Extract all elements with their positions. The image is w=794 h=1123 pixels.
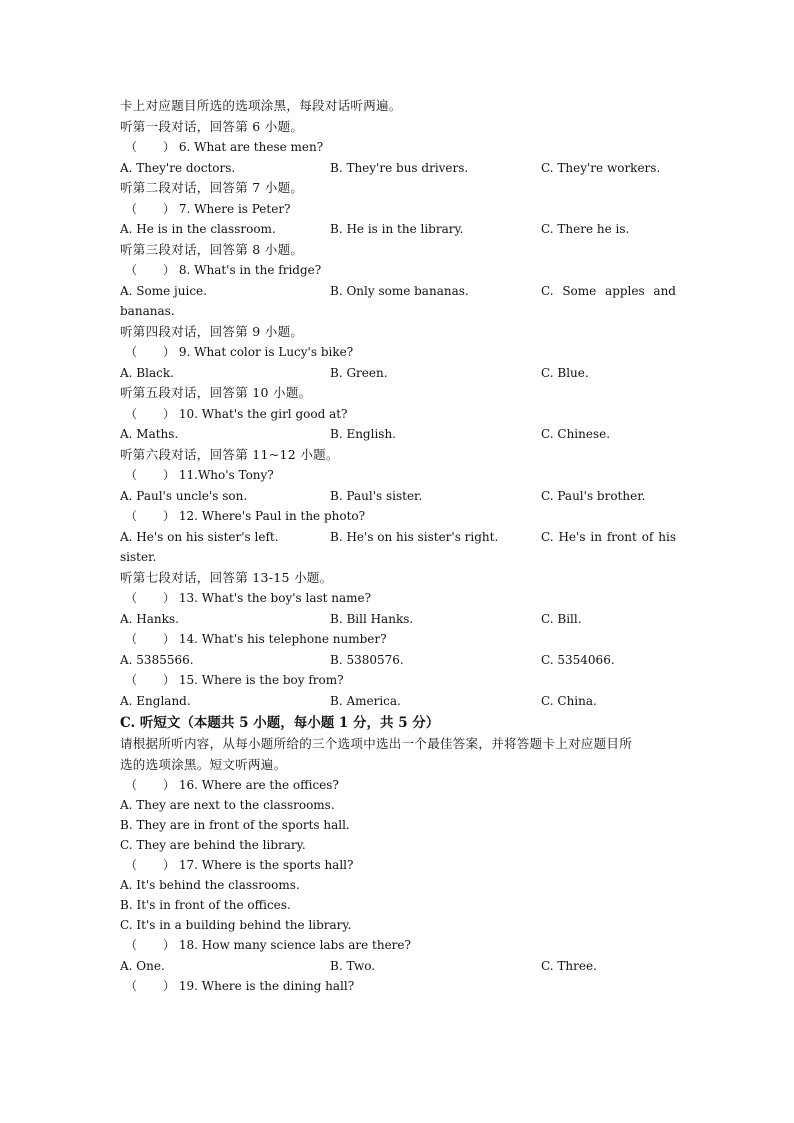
question-stem bbox=[120, 137, 676, 158]
question-stem bbox=[120, 670, 676, 691]
options-row bbox=[120, 424, 676, 445]
question-stem bbox=[120, 855, 676, 875]
question-number: 11. bbox=[178, 468, 198, 482]
question-stem bbox=[120, 199, 676, 220]
answer-paren-open: （ bbox=[125, 263, 138, 277]
answer-paren-close: ） bbox=[163, 468, 176, 482]
answer-paren-open: （ bbox=[125, 673, 138, 687]
question-text: Where is the dining hall? bbox=[201, 979, 355, 993]
question-number: 13. bbox=[178, 591, 198, 605]
answer-paren-open: （ bbox=[125, 858, 138, 872]
option-a: A. It's behind the classrooms. bbox=[120, 878, 300, 892]
option-b: B. He's on his sister's right. bbox=[330, 529, 499, 544]
section-c-instructions-line2: 选的选项涂黑。短文听两遍。 bbox=[120, 756, 287, 772]
answer-paren-open: （ bbox=[125, 509, 138, 523]
group-heading: 听第四段对话，回答第 9 小题。 bbox=[120, 323, 304, 339]
option-c: C. They're workers. bbox=[541, 160, 661, 175]
option-a: A. 5385566. bbox=[120, 652, 194, 667]
question-text: What's his telephone number? bbox=[201, 632, 387, 646]
option-a: A. One. bbox=[120, 958, 165, 973]
answer-paren-close: ） bbox=[163, 632, 176, 646]
question-number: 19. bbox=[178, 979, 198, 993]
question-number: 9. bbox=[178, 345, 191, 359]
option-a: A. Hanks. bbox=[120, 611, 179, 626]
option-b: B. He is in the library. bbox=[330, 222, 464, 236]
option-b: B. English. bbox=[330, 427, 396, 441]
question-text: What's the girl good at? bbox=[201, 406, 348, 421]
answer-paren-close: ） bbox=[163, 591, 176, 605]
option-c-wrap: bananas. bbox=[120, 304, 175, 318]
answer-paren-close: ） bbox=[163, 201, 176, 216]
answer-paren-close: ） bbox=[163, 140, 176, 154]
option-b: B. Green. bbox=[330, 365, 388, 380]
option-c: C. He's in front of his bbox=[541, 529, 676, 544]
options-row bbox=[120, 219, 676, 240]
answer-paren-open: （ bbox=[125, 468, 138, 482]
question-number: 10. bbox=[178, 406, 198, 421]
options-row bbox=[120, 281, 676, 302]
question-stem bbox=[120, 935, 676, 956]
option-c: C. They are behind the library. bbox=[120, 838, 306, 852]
options-row bbox=[120, 363, 676, 384]
group-heading: 听第二段对话，回答第 7 小题。 bbox=[120, 180, 304, 195]
option-c: C. China. bbox=[541, 693, 597, 708]
option-b: B. America. bbox=[330, 693, 401, 708]
option-b: B. Paul's sister. bbox=[330, 488, 423, 503]
question-number: 7. bbox=[178, 201, 191, 216]
answer-paren-close: ） bbox=[163, 938, 176, 952]
option-a: A. Paul's uncle's son. bbox=[120, 488, 248, 503]
question-stem bbox=[120, 629, 676, 650]
options-row bbox=[120, 158, 676, 179]
option-c: C. It's in a building behind the library. bbox=[120, 918, 352, 932]
option-b: B. 5380576. bbox=[330, 652, 404, 667]
question-text: Where are the offices? bbox=[201, 778, 339, 792]
answer-paren-open: （ bbox=[125, 406, 138, 421]
option-b: B. They're bus drivers. bbox=[330, 160, 469, 175]
option-a: A. They're doctors. bbox=[120, 160, 236, 175]
question-stem bbox=[120, 404, 676, 425]
answer-paren-close: ） bbox=[163, 406, 176, 421]
option-b: B. Only some bananas. bbox=[330, 283, 469, 298]
options-row bbox=[120, 527, 676, 548]
group-heading: 听第一段对话，回答第 6 小题。 bbox=[120, 118, 304, 134]
option-b: B. Bill Hanks. bbox=[330, 611, 414, 626]
question-stem bbox=[120, 976, 676, 997]
question-text: Where is the sports hall? bbox=[201, 858, 354, 872]
section-c-instructions-line1: 请根据所听内容，从每小题所给的三个选项中选出一个最佳答案，并将答题卡上对应题目所 bbox=[120, 736, 633, 751]
option-b: B. Two. bbox=[330, 958, 376, 973]
answer-paren-open: （ bbox=[125, 938, 138, 952]
question-text: Where is the boy from? bbox=[201, 673, 344, 687]
options-row bbox=[120, 609, 676, 630]
group-heading: 听第七段对话，回答第 13-15 小题。 bbox=[120, 569, 333, 585]
question-text: What's the boy's last name? bbox=[201, 591, 372, 605]
answer-paren-open: （ bbox=[125, 345, 138, 359]
options-row bbox=[120, 486, 676, 507]
options-row bbox=[120, 650, 676, 671]
answer-paren-close: ） bbox=[163, 345, 176, 359]
question-text: Who's Tony? bbox=[197, 468, 274, 482]
option-c: C. Bill. bbox=[541, 611, 582, 626]
options-row bbox=[120, 691, 676, 712]
option-a: A. Maths. bbox=[120, 427, 179, 441]
answer-paren-open: （ bbox=[125, 778, 138, 792]
section-c-title: C. 听短文（本题共 5 小题，每小题 1 分，共 5 分） bbox=[120, 715, 440, 731]
question-17 bbox=[120, 855, 676, 935]
option-a: A. England. bbox=[120, 693, 191, 708]
question-text: Where's Paul in the photo? bbox=[201, 509, 366, 523]
question-18 bbox=[120, 935, 676, 976]
option-c-wrap: sister. bbox=[120, 550, 157, 564]
question-text: What's in the fridge? bbox=[194, 263, 322, 277]
option-c: C. Three. bbox=[541, 958, 597, 973]
question-number: 8. bbox=[178, 263, 191, 277]
answer-paren-close: ） bbox=[163, 979, 176, 993]
question-stem bbox=[120, 260, 676, 281]
answer-paren-open: （ bbox=[125, 201, 138, 216]
group-heading: 听第三段对话，回答第 8 小题。 bbox=[120, 241, 304, 257]
answer-paren-open: （ bbox=[125, 591, 138, 605]
option-a: A. Some juice. bbox=[120, 283, 207, 298]
question-number: 18. bbox=[178, 938, 198, 952]
answer-paren-open: （ bbox=[125, 140, 138, 154]
option-a: A. He's on his sister's left. bbox=[120, 529, 279, 544]
answer-paren-close: ） bbox=[163, 673, 176, 687]
question-number: 16. bbox=[178, 778, 198, 792]
question-stem bbox=[120, 506, 676, 527]
group-heading: 听第六段对话，回答第 11~12 小题。 bbox=[120, 446, 339, 462]
option-c: C. Chinese. bbox=[541, 427, 611, 441]
option-c: C. Paul's brother. bbox=[541, 488, 646, 503]
option-a: A. He is in the classroom. bbox=[120, 222, 276, 236]
question-number: 14. bbox=[178, 632, 198, 646]
option-a: A. They are next to the classrooms. bbox=[120, 798, 335, 812]
options-row bbox=[120, 956, 676, 977]
answer-paren-close: ） bbox=[163, 509, 176, 523]
answer-paren-open: （ bbox=[125, 979, 138, 993]
question-16 bbox=[120, 775, 676, 855]
answer-paren-open: （ bbox=[125, 632, 138, 646]
option-c: C. There he is. bbox=[541, 222, 630, 236]
question-text: How many science labs are there? bbox=[201, 938, 411, 952]
question-stem bbox=[120, 465, 676, 486]
question-number: 15. bbox=[178, 673, 198, 687]
answer-paren-close: ） bbox=[163, 778, 176, 792]
question-stem bbox=[120, 342, 676, 363]
exam-page bbox=[120, 96, 676, 997]
option-c: C. Some apples and bbox=[541, 283, 676, 298]
question-number: 17. bbox=[178, 858, 198, 872]
question-stem bbox=[120, 588, 676, 609]
option-c: C. 5354066. bbox=[541, 652, 615, 667]
question-text: What color is Lucy's bike? bbox=[194, 345, 354, 359]
option-c: C. Blue. bbox=[541, 365, 589, 380]
group-heading: 听第五段对话，回答第 10 小题。 bbox=[120, 385, 312, 400]
question-number: 12. bbox=[178, 509, 198, 523]
intro-tail: 卡上对应题目所选的选项涂黑，每段对话听两遍。 bbox=[120, 98, 402, 113]
option-b: B. They are in front of the sports hall. bbox=[120, 818, 350, 832]
question-text: What are these men? bbox=[194, 140, 324, 154]
option-a: A. Black. bbox=[120, 365, 174, 380]
question-text: Where is Peter? bbox=[194, 201, 291, 216]
answer-paren-close: ） bbox=[163, 263, 176, 277]
answer-paren-close: ） bbox=[163, 858, 176, 872]
option-b: B. It's in front of the offices. bbox=[120, 898, 291, 912]
question-stem bbox=[120, 775, 676, 795]
question-number: 6. bbox=[178, 140, 191, 154]
